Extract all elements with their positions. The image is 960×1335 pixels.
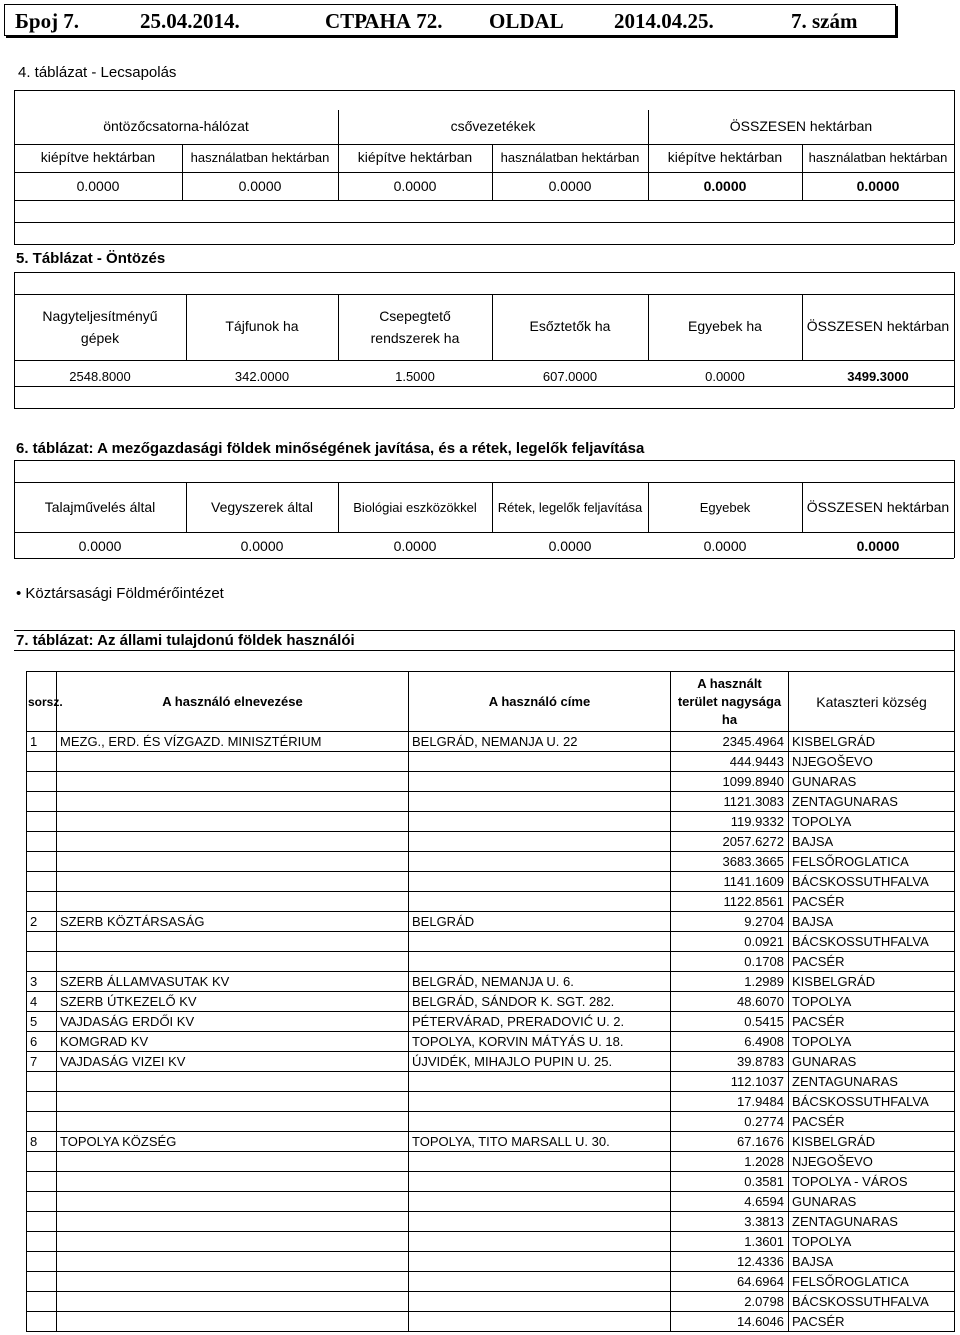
col-header-area <box>671 672 789 732</box>
user-address-cell <box>409 952 671 972</box>
user-name-cell: SZERB KÖZTÁRSASÁG <box>57 912 409 932</box>
col-header-total: ÖSSZESEN hektárban <box>806 318 950 334</box>
col-header-total: ÖSSZESEN hektárban <box>806 499 950 515</box>
user-address-cell <box>409 932 671 952</box>
serial-cell <box>27 892 57 912</box>
page-header <box>4 4 896 36</box>
col-header-other: Egyebek ha <box>688 318 762 334</box>
user-name-cell <box>57 1172 409 1192</box>
area-cell: 0.3581 <box>671 1172 789 1192</box>
user-address-cell <box>409 892 671 912</box>
user-address-cell: BELGRÁD, NEMANJA U. 6. <box>409 972 671 992</box>
user-name-cell <box>57 932 409 952</box>
user-address-cell <box>409 792 671 812</box>
issue-number-sr: Број 7. <box>15 9 80 33</box>
user-address-cell: BELGRÁD, SÁNDOR K. SGT. 282. <box>409 992 671 1012</box>
area-cell: 0.5415 <box>671 1012 789 1032</box>
serial-cell <box>27 852 57 872</box>
user-name-cell: SZERB ÚTKEZELŐ KV <box>57 992 409 1012</box>
cadastral-cell: KISBELGRÁD <box>789 1132 955 1152</box>
col-header-typhoons: Tájfunok ha <box>225 318 299 334</box>
cadastral-cell: ZENTAGUNARAS <box>789 792 955 812</box>
area-cell: 1.2989 <box>671 972 789 992</box>
col-header-chemicals: Vegyszerek által <box>211 499 313 515</box>
value-cell: 2548.8000 <box>69 369 131 384</box>
cadastral-cell: GUNARAS <box>789 1052 955 1072</box>
area-cell: 0.1708 <box>671 952 789 972</box>
table-row <box>27 1112 955 1132</box>
col-header-tillage: Talajművelés által <box>44 499 156 515</box>
user-name-cell: MEZG., ERD. ÉS VÍZGAZD. MINISZTÉRIUM <box>57 732 409 752</box>
user-name-cell <box>57 772 409 792</box>
cadastral-cell: TOPOLYA <box>789 812 955 832</box>
source-note: • Köztársasági Földmérőintézet <box>16 585 224 602</box>
cadastral-cell: TOPOLYA <box>789 992 955 1012</box>
area-cell: 2.0798 <box>671 1292 789 1312</box>
serial-cell <box>27 1172 57 1192</box>
area-cell: 6.4908 <box>671 1032 789 1052</box>
area-cell: 1122.8561 <box>671 892 789 912</box>
area-cell: 3683.3665 <box>671 852 789 872</box>
total-cell: 3499.3000 <box>847 369 909 384</box>
value-cell: 0.0000 <box>705 369 745 384</box>
area-cell: 14.6046 <box>671 1312 789 1332</box>
user-address-cell <box>409 852 671 872</box>
table-row <box>27 1132 955 1152</box>
table-row <box>27 732 955 752</box>
cadastral-cell: PACSÉR <box>789 1112 955 1132</box>
serial-cell <box>27 792 57 812</box>
subheader-used: használatban hektárban <box>500 150 640 165</box>
user-name-cell <box>57 812 409 832</box>
col-header-biological: Biológiai eszközökkel <box>353 500 477 515</box>
user-address-cell <box>409 1072 671 1092</box>
col-header-drip: Csepegtető <box>379 308 451 324</box>
date-hu: 2014.04.25. <box>614 9 714 33</box>
table-7-title: 7. táblázat: Az állami tulajdonú földek használói <box>16 632 355 649</box>
value-cell: 1.5000 <box>395 369 435 384</box>
value-cell: 607.0000 <box>542 369 598 384</box>
user-name-cell <box>57 1092 409 1112</box>
table-row <box>27 852 955 872</box>
area-cell: 9.2704 <box>671 912 789 932</box>
user-name-cell <box>57 952 409 972</box>
cadastral-cell: GUNARAS <box>789 1192 955 1212</box>
value-cell: 0.0000 <box>76 178 120 194</box>
col-header-cadastral: Kataszteri község <box>789 672 955 732</box>
col-header-user-name: A használó elnevezése <box>57 672 409 732</box>
user-name-cell <box>57 892 409 912</box>
user-name-cell <box>57 1252 409 1272</box>
user-address-cell <box>409 1252 671 1272</box>
user-name-cell <box>57 792 409 812</box>
cadastral-cell: TOPOLYA - VÁROS <box>789 1172 955 1192</box>
user-name-cell: VAJDASÁG ERDŐI KV <box>57 1012 409 1032</box>
table-6-title: 6. táblázat: A mezőgazdasági földek minőségének javítása, és a rétek, legelők feljavítása <box>16 440 645 457</box>
user-name-cell <box>57 1292 409 1312</box>
user-address-cell <box>409 772 671 792</box>
area-cell: 4.6594 <box>671 1192 789 1212</box>
cadastral-cell: ZENTAGUNARAS <box>789 1212 955 1232</box>
table-row <box>27 872 955 892</box>
user-name-cell <box>57 1232 409 1252</box>
table-row <box>27 1312 955 1332</box>
serial-cell <box>27 1192 57 1212</box>
area-cell: 39.8783 <box>671 1052 789 1072</box>
serial-cell: 5 <box>27 1012 57 1032</box>
user-address-cell <box>409 812 671 832</box>
user-name-cell <box>57 1272 409 1292</box>
area-cell: 1.3601 <box>671 1232 789 1252</box>
area-cell: 2345.4964 <box>671 732 789 752</box>
table-row <box>27 1092 955 1112</box>
user-address-cell <box>409 1192 671 1212</box>
cadastral-cell: PACSÉR <box>789 1312 955 1332</box>
user-name-cell <box>57 1152 409 1172</box>
serial-cell: 8 <box>27 1132 57 1152</box>
page-number-sr: СТРАНА 72. <box>325 9 443 33</box>
issue-number-hu: 7. szám <box>791 9 858 33</box>
table-row <box>27 1232 955 1252</box>
area-cell: 112.1037 <box>671 1072 789 1092</box>
table-row <box>27 752 955 772</box>
value-cell: 0.0000 <box>548 538 592 554</box>
area-cell: 2057.6272 <box>671 832 789 852</box>
cadastral-cell: NJEGOŠEVO <box>789 1152 955 1172</box>
serial-cell <box>27 1232 57 1252</box>
serial-cell <box>27 1072 57 1092</box>
user-address-cell <box>409 1212 671 1232</box>
col-header-other: Egyebek <box>699 500 751 515</box>
serial-cell <box>27 1212 57 1232</box>
page-number-hu: OLDAL <box>489 9 564 33</box>
cadastral-cell: BÁCSKOSSUTHFALVA <box>789 1092 955 1112</box>
col-header-sprinklers: Esőztetők ha <box>529 318 611 334</box>
table-row <box>27 1072 955 1092</box>
user-address-cell <box>409 1312 671 1332</box>
cadastral-cell: PACSÉR <box>789 952 955 972</box>
value-cell: 0.0000 <box>238 178 282 194</box>
area-header-line-3: ha <box>721 711 738 727</box>
user-address-cell <box>409 872 671 892</box>
serial-cell <box>27 1152 57 1172</box>
user-name-cell <box>57 852 409 872</box>
serial-cell: 4 <box>27 992 57 1012</box>
area-cell: 1141.1609 <box>671 872 789 892</box>
subheader-used: használatban hektárban <box>190 150 330 165</box>
serial-cell <box>27 1312 57 1332</box>
cadastral-cell: GUNARAS <box>789 772 955 792</box>
user-name-cell <box>57 1112 409 1132</box>
cadastral-cell: BÁCSKOSSUTHFALVA <box>789 1292 955 1312</box>
user-name-cell: VAJDASÁG VIZEI KV <box>57 1052 409 1072</box>
table-row <box>27 1012 955 1032</box>
area-cell: 64.6964 <box>671 1272 789 1292</box>
subheader-built: kiépítve hektárban <box>357 149 473 165</box>
date-sr: 25.04.2014. <box>140 9 240 33</box>
col-header-high-capacity: Nagyteljesítményű <box>42 308 158 324</box>
subheader-built: kiépítve hektárban <box>667 149 783 165</box>
cadastral-cell: KISBELGRÁD <box>789 732 955 752</box>
table-row <box>27 1172 955 1192</box>
serial-cell <box>27 832 57 852</box>
serial-cell <box>27 1272 57 1292</box>
cadastral-cell: FELSŐROGLATICA <box>789 1272 955 1292</box>
user-address-cell <box>409 1232 671 1252</box>
table-row <box>27 1212 955 1232</box>
user-address-cell <box>409 1172 671 1192</box>
col-header-meadows: Rétek, legelők feljavítása <box>497 500 643 515</box>
table-row <box>27 812 955 832</box>
cadastral-cell: BAJSA <box>789 832 955 852</box>
col-header-high-capacity-2: gépek <box>80 330 120 346</box>
subheader-used: használatban hektárban <box>808 150 948 165</box>
table-row <box>27 1272 955 1292</box>
table-row <box>27 892 955 912</box>
area-cell: 1.2028 <box>671 1152 789 1172</box>
user-name-cell <box>57 1072 409 1092</box>
user-name-cell: KOMGRAD KV <box>57 1032 409 1052</box>
value-cell: 0.0000 <box>548 178 592 194</box>
serial-cell <box>27 932 57 952</box>
serial-cell <box>27 1112 57 1132</box>
user-name-cell <box>57 1192 409 1212</box>
table-row <box>27 952 955 972</box>
table-row <box>27 1052 955 1072</box>
user-name-cell: TOPOLYA KÖZSÉG <box>57 1132 409 1152</box>
serial-cell <box>27 952 57 972</box>
area-cell: 17.9484 <box>671 1092 789 1112</box>
serial-cell: 6 <box>27 1032 57 1052</box>
table-row <box>27 992 955 1012</box>
area-cell: 48.6070 <box>671 992 789 1012</box>
user-name-cell: SZERB ÁLLAMVASUTAK KV <box>57 972 409 992</box>
area-cell: 0.0921 <box>671 932 789 952</box>
table-7 <box>26 671 955 1332</box>
subheader-built: kiépítve hektárban <box>40 149 156 165</box>
user-address-cell: BELGRÁD, NEMANJA U. 22 <box>409 732 671 752</box>
table-row <box>27 1032 955 1052</box>
table-row <box>27 932 955 952</box>
user-address-cell: BELGRÁD <box>409 912 671 932</box>
table-7-body <box>27 732 955 1332</box>
table-row <box>27 972 955 992</box>
user-name-cell <box>57 1212 409 1232</box>
total-cell: 0.0000 <box>856 178 900 194</box>
user-name-cell <box>57 872 409 892</box>
table-row <box>27 1152 955 1172</box>
table-row <box>27 1192 955 1212</box>
group-total: ÖSSZESEN hektárban <box>729 118 873 134</box>
user-address-cell <box>409 1092 671 1112</box>
table-row <box>27 832 955 852</box>
cadastral-cell: NJEGOŠEVO <box>789 752 955 772</box>
value-cell: 0.0000 <box>393 538 437 554</box>
area-cell: 0.2774 <box>671 1112 789 1132</box>
cadastral-cell: PACSÉR <box>789 892 955 912</box>
serial-cell <box>27 1292 57 1312</box>
serial-cell <box>27 772 57 792</box>
user-address-cell: ÚJVIDÉK, MIHAJLO PUPIN U. 25. <box>409 1052 671 1072</box>
cadastral-cell: ZENTAGUNARAS <box>789 1072 955 1092</box>
area-cell: 67.1676 <box>671 1132 789 1152</box>
area-cell: 12.4336 <box>671 1252 789 1272</box>
total-cell: 0.0000 <box>856 538 900 554</box>
col-header-drip-2: rendszerek ha <box>370 330 460 346</box>
area-cell: 1121.3083 <box>671 792 789 812</box>
table-row <box>27 912 955 932</box>
value-cell: 342.0000 <box>234 369 290 384</box>
table-row <box>27 772 955 792</box>
user-name-cell <box>57 832 409 852</box>
table-5-title: 5. Táblázat - Öntözés <box>16 250 166 267</box>
area-header-line-1: A használt <box>697 675 762 691</box>
group-irrigation-canals: öntözőcsatorna-hálózat <box>103 118 249 134</box>
cadastral-cell: BAJSA <box>789 912 955 932</box>
cadastral-cell: BÁCSKOSSUTHFALVA <box>789 872 955 892</box>
user-name-cell <box>57 1312 409 1332</box>
col-header-serial: sorsz. <box>27 672 57 732</box>
table-4-title: 4. táblázat - Lecsapolás <box>18 64 177 81</box>
user-address-cell <box>409 1152 671 1172</box>
cadastral-cell: BÁCSKOSSUTHFALVA <box>789 932 955 952</box>
cadastral-cell: PACSÉR <box>789 1012 955 1032</box>
serial-cell <box>27 752 57 772</box>
serial-cell <box>27 812 57 832</box>
total-cell: 0.0000 <box>703 178 747 194</box>
cadastral-cell: FELSŐROGLATICA <box>789 852 955 872</box>
serial-cell <box>27 1092 57 1112</box>
user-address-cell <box>409 752 671 772</box>
value-cell: 0.0000 <box>703 538 747 554</box>
cadastral-cell: BAJSA <box>789 1252 955 1272</box>
serial-cell: 1 <box>27 732 57 752</box>
cadastral-cell: KISBELGRÁD <box>789 972 955 992</box>
area-cell: 1099.8940 <box>671 772 789 792</box>
value-cell: 0.0000 <box>240 538 284 554</box>
serial-cell: 2 <box>27 912 57 932</box>
user-address-cell <box>409 832 671 852</box>
area-header-line-2: terület nagysága <box>677 693 782 709</box>
table-row <box>27 1252 955 1272</box>
area-cell: 119.9332 <box>671 812 789 832</box>
cadastral-cell: TOPOLYA <box>789 1032 955 1052</box>
value-cell: 0.0000 <box>393 178 437 194</box>
cadastral-cell: TOPOLYA <box>789 1232 955 1252</box>
serial-cell <box>27 872 57 892</box>
area-cell: 444.9443 <box>671 752 789 772</box>
user-address-cell <box>409 1112 671 1132</box>
group-pipelines: csővezetékek <box>450 118 536 134</box>
table-row <box>27 1292 955 1312</box>
value-cell: 0.0000 <box>78 538 122 554</box>
user-address-cell <box>409 1272 671 1292</box>
table-row <box>27 792 955 812</box>
serial-cell: 3 <box>27 972 57 992</box>
user-address-cell <box>409 1292 671 1312</box>
user-address-cell: TOPOLYA, TITO MARSALL U. 30. <box>409 1132 671 1152</box>
user-address-cell: PÉTERVÁRAD, PRERADOVIĆ U. 2. <box>409 1012 671 1032</box>
area-cell: 3.3813 <box>671 1212 789 1232</box>
col-header-user-address: A használó címe <box>409 672 671 732</box>
user-address-cell: TOPOLYA, KORVIN MÁTYÁS U. 18. <box>409 1032 671 1052</box>
serial-cell: 7 <box>27 1052 57 1072</box>
serial-cell <box>27 1252 57 1272</box>
user-name-cell <box>57 752 409 772</box>
